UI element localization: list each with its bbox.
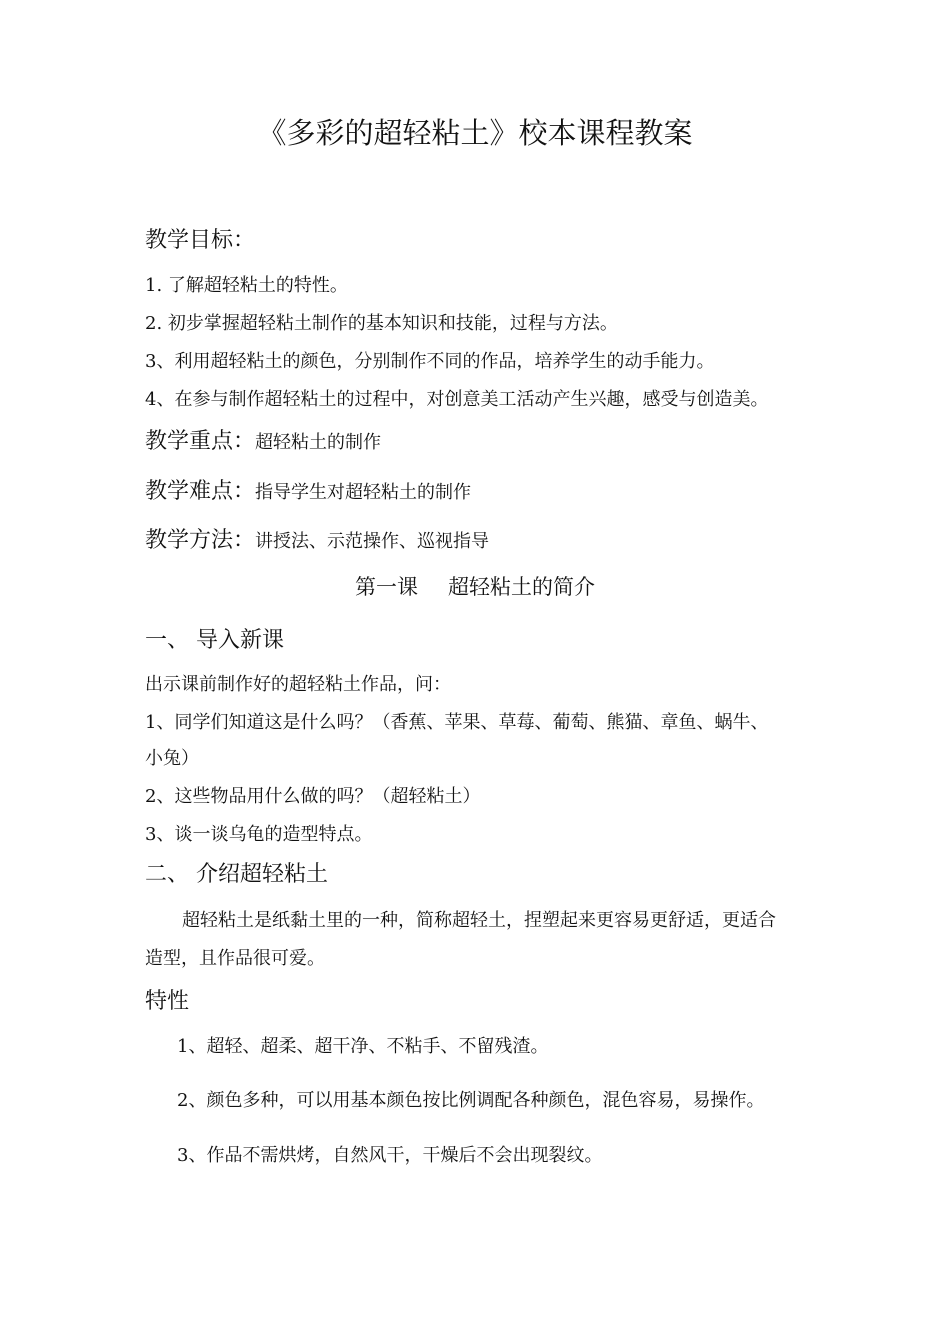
- objective-item: 3、利用超轻粘土的颜色，分别制作不同的作品，培养学生的动手能力。: [145, 351, 715, 372]
- feature-item: 3、作品不需烘烤，自然风干，干燥后不会出现裂纹。: [177, 1145, 603, 1166]
- question-line: 1、同学们知道这是什么吗？（香蕉、苹果、草莓、葡萄、熊猫、章鱼、蜗牛、: [145, 712, 769, 733]
- section1-intro: 出示课前制作好的超轻粘土作品，问：: [145, 674, 451, 695]
- key-point-value: 超轻粘土的制作: [255, 432, 382, 453]
- lesson-number: 第一课: [355, 575, 418, 599]
- difficulty-value: 指导学生对超轻粘土的制作: [255, 482, 472, 503]
- objective-item: 2. 初步掌握超轻粘土制作的基本知识和技能，过程与方法。: [145, 313, 618, 334]
- method-label: 教学方法：: [145, 528, 256, 553]
- section2-paragraph: 超轻粘土是纸黏土里的一种，简称超轻土，捏塑起来更容易更舒适，更适合: [182, 910, 776, 931]
- difficulty: [145, 474, 471, 505]
- difficulty-label: 教学难点：: [145, 479, 256, 504]
- objective-item: 4、在参与制作超轻粘土的过程中，对创意美工活动产生兴趣，感受与创造美。: [145, 389, 769, 410]
- section2-paragraph: 造型，且作品很可爱。: [145, 948, 325, 969]
- features-heading: 特性: [145, 989, 190, 1014]
- lesson-title: 超轻粘土的简介: [448, 575, 595, 599]
- teaching-method: [145, 523, 489, 554]
- question-line: 3、谈一谈乌龟的造型特点。: [145, 824, 373, 845]
- objective-item: 1. 了解超轻粘土的特性。: [145, 275, 348, 296]
- feature-item: 2、颜色多种，可以用基本颜色按比例调配各种颜色，混色容易，易操作。: [177, 1090, 765, 1111]
- method-value: 讲授法、示范操作、巡视指导: [255, 531, 490, 552]
- feature-item: 1、超轻、超柔、超干净、不粘手、不留残渣。: [177, 1036, 549, 1057]
- document-title: 《多彩的超轻粘土》校本课程教案: [257, 116, 693, 150]
- section2-heading: 二、 介绍超轻粘土: [145, 862, 328, 887]
- objectives-heading: 教学目标：: [145, 228, 256, 253]
- question-line: 2、这些物品用什么做的吗？（超轻粘土）: [145, 786, 481, 807]
- lesson-heading: [0, 571, 950, 601]
- key-point: [145, 424, 381, 455]
- section1-heading: 一、 导入新课: [145, 628, 284, 653]
- key-point-label: 教学重点：: [145, 429, 256, 454]
- question-line: 小兔）: [145, 748, 199, 769]
